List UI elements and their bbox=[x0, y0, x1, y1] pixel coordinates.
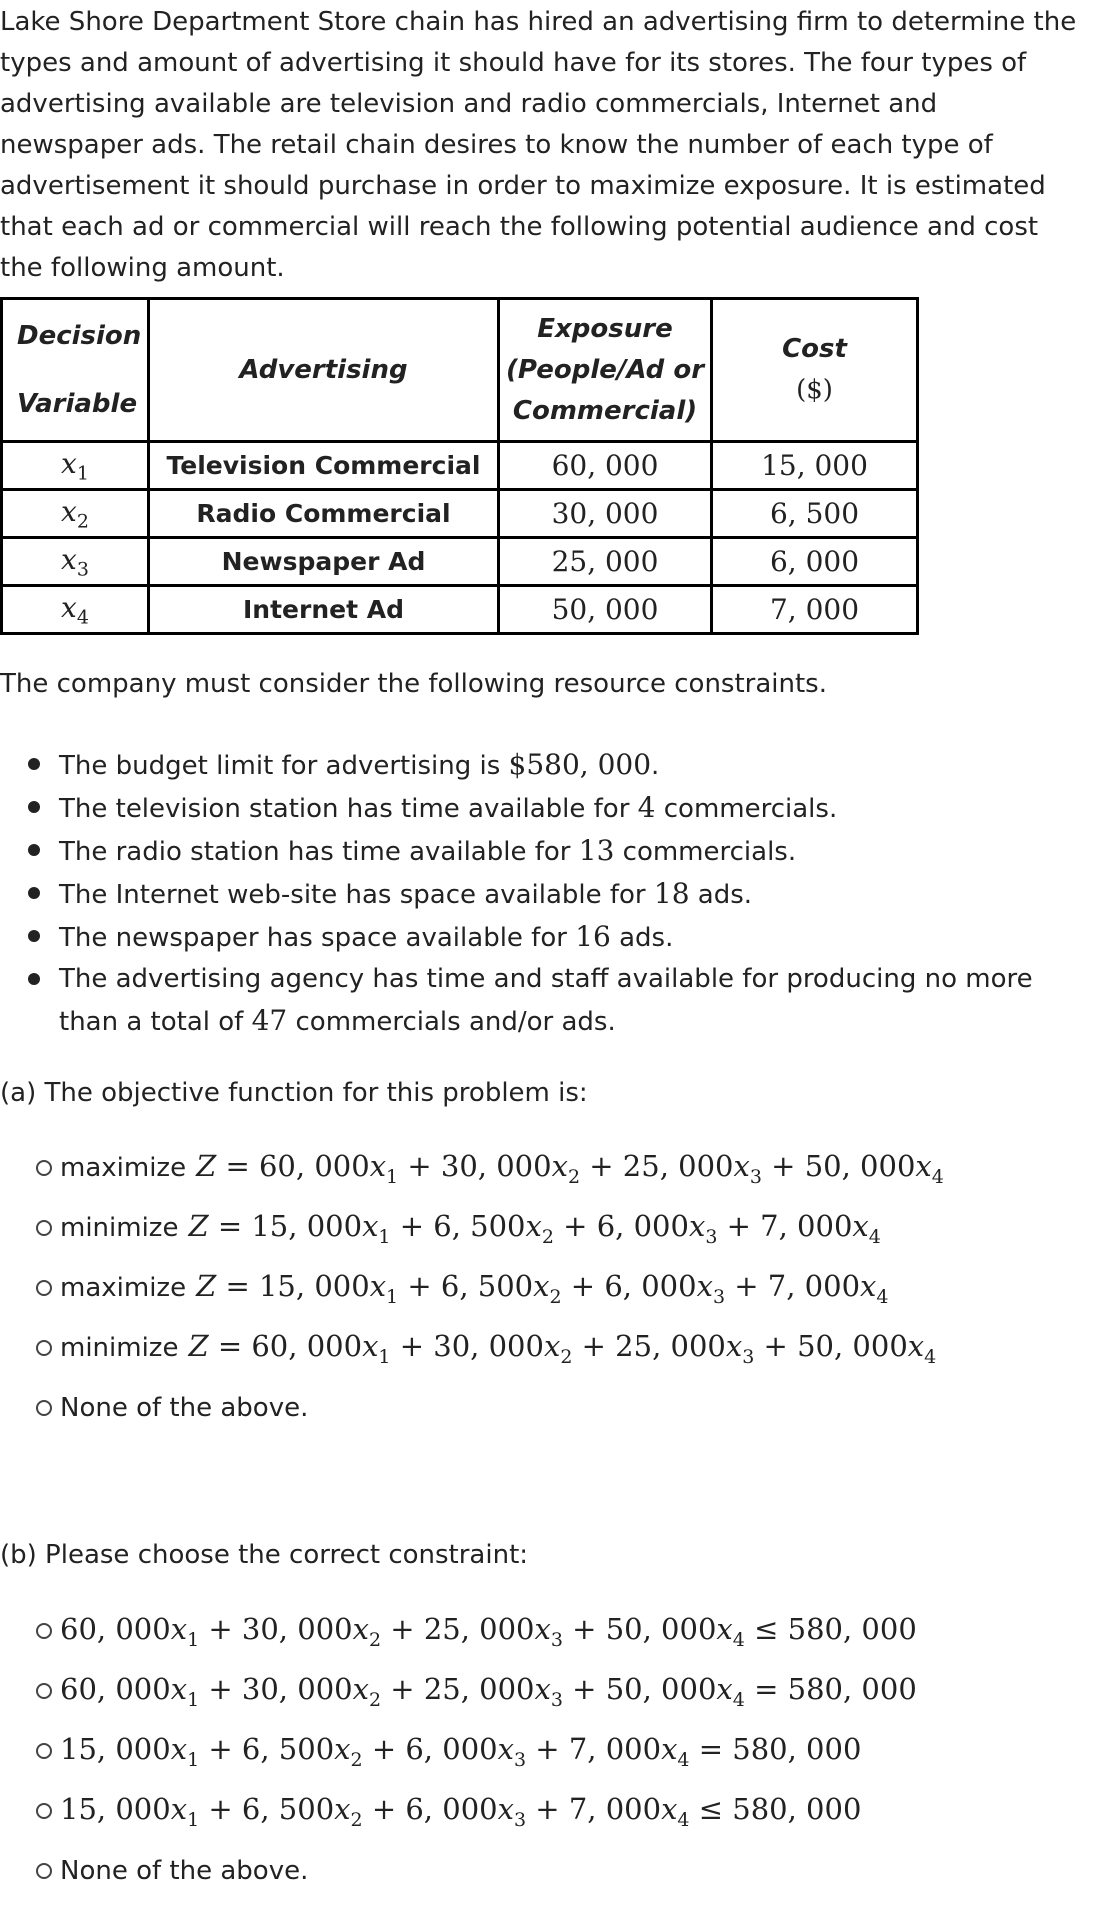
variable-letter: x bbox=[497, 1791, 514, 1826]
intro-paragraph: Lake Shore Department Store chain has hired an advertising firm to determine the types and amount of advertising it should have for its stores. The four types of advertising available are television and radio commercials, Internet and newspaper ads. The retail chain desires to know the number of each type of advertisement it should purchase in order to maximize exposure. It is estimated that each ad or commercial will reach the following potential audience and cost the following amount. bbox=[0, 7, 1077, 283]
variable-letter: x bbox=[170, 1671, 188, 1706]
variable-letter: x bbox=[860, 1268, 877, 1303]
cost-value: 6, 500 bbox=[712, 490, 918, 538]
coefficient: 50, 000 bbox=[804, 1148, 916, 1183]
header-decision-variable bbox=[2, 299, 149, 442]
objective-expression: Z = 60, $000x_1 + 30$, $000x_2 + 25$, $000x_3 + 50$, $000x_4$ bbox=[196, 1148, 944, 1188]
variable-letter: x bbox=[733, 1148, 750, 1183]
header-exposure-line2: (People/Ad or bbox=[505, 354, 705, 385]
coefficient: 60, 000 bbox=[251, 1328, 363, 1363]
option-a-none[interactable] bbox=[36, 1378, 944, 1438]
objective-direction: minimize bbox=[60, 1333, 179, 1363]
decision-variable bbox=[2, 490, 149, 538]
coefficient: 25, 000 bbox=[622, 1148, 734, 1183]
constraint-expression: 15, $000x_1 + 6$, $500x_2 + 6$, $000x_3 + 7$, $000x_4 \le 580$, 000 bbox=[60, 1791, 862, 1831]
radio-icon[interactable] bbox=[36, 1863, 52, 1879]
variable-subscript: 3 bbox=[76, 558, 89, 581]
variable-subscript: 2 bbox=[560, 1345, 573, 1368]
variable-letter: x bbox=[61, 542, 77, 576]
constraint-text-post: ads. bbox=[610, 923, 674, 953]
objective-lhs: Z bbox=[196, 1268, 217, 1303]
variable-letter: x bbox=[915, 1148, 932, 1183]
constraint-rhs: 580, 000 bbox=[787, 1611, 917, 1646]
variable-subscript: 1 bbox=[187, 1688, 200, 1711]
coefficient: 6, 000 bbox=[596, 1208, 689, 1243]
decision-variable bbox=[2, 442, 149, 490]
constraint-rhs: 580, 000 bbox=[787, 1671, 917, 1706]
constraint-expression: 60, $000x_1 + 30$, $000x_2 + 25$, $000x_3 + 50$, $000x_4 \le 580$, 000 bbox=[60, 1611, 917, 1651]
variable-subscript: 2 bbox=[350, 1748, 363, 1771]
table-header-row bbox=[2, 299, 918, 442]
variable-subscript: 1 bbox=[386, 1165, 399, 1188]
relation-symbol: = bbox=[754, 1671, 779, 1706]
option-a-1[interactable] bbox=[36, 1138, 944, 1198]
variable-letter: x bbox=[661, 1791, 678, 1826]
variable-letter: x bbox=[369, 1268, 387, 1303]
constraint-value: 47 bbox=[251, 1004, 288, 1037]
exposure-value: 50, 000 bbox=[499, 586, 712, 634]
constraint-text-pre: The budget limit for advertising is bbox=[59, 751, 509, 781]
header-exposure-line1: Exposure bbox=[537, 313, 673, 344]
objective-direction: maximize bbox=[60, 1273, 187, 1303]
coefficient: 7, 000 bbox=[760, 1208, 853, 1243]
advertising-table bbox=[0, 297, 919, 635]
variable-letter: x bbox=[352, 1671, 369, 1706]
variable-letter: x bbox=[533, 1268, 550, 1303]
advertising-type: Television Commercial bbox=[149, 442, 499, 490]
bullet-icon bbox=[28, 758, 40, 770]
variable-letter: x bbox=[525, 1208, 542, 1243]
none-label: None of the above. bbox=[60, 1856, 309, 1886]
coefficient: 6, 500 bbox=[440, 1268, 534, 1303]
relation-symbol: ≤ bbox=[754, 1611, 779, 1646]
variable-subscript: 1 bbox=[378, 1345, 391, 1368]
header-cost bbox=[712, 299, 918, 442]
variable-letter: x bbox=[696, 1268, 713, 1303]
objective-direction: maximize bbox=[60, 1153, 187, 1183]
variable-subscript: 2 bbox=[368, 1628, 382, 1651]
constraint-rhs: 580, 000 bbox=[732, 1731, 862, 1766]
variable-letter: x bbox=[716, 1611, 733, 1646]
decision-variable bbox=[2, 538, 149, 586]
radio-icon[interactable] bbox=[36, 1623, 52, 1639]
constraint-text-post: ads. bbox=[689, 880, 753, 910]
objective-lhs: Z bbox=[188, 1328, 209, 1363]
variable-subscript: 3 bbox=[705, 1225, 718, 1248]
coefficient: 30, 000 bbox=[440, 1148, 552, 1183]
coefficient: 60, 000 bbox=[60, 1671, 171, 1706]
variable-subscript: 1 bbox=[386, 1285, 399, 1308]
header-exposure bbox=[499, 299, 712, 442]
relation-symbol: ≤ bbox=[698, 1791, 724, 1826]
variable-letter: x bbox=[551, 1148, 568, 1183]
variable-subscript: 1 bbox=[187, 1628, 200, 1651]
radio-icon[interactable] bbox=[36, 1280, 52, 1296]
variable-letter: x bbox=[369, 1148, 387, 1183]
radio-icon[interactable] bbox=[36, 1340, 52, 1356]
variable-subscript: 2 bbox=[541, 1225, 554, 1248]
variable-subscript: 2 bbox=[76, 510, 89, 533]
objective-expression: Z = 15, $000x_1 + 6$, $500x_2 + 6$, $000x_3 + 7$, $000x_4$ bbox=[196, 1268, 889, 1308]
bullet-icon bbox=[28, 887, 40, 899]
radio-icon[interactable] bbox=[36, 1683, 52, 1699]
coefficient: 6, 000 bbox=[405, 1731, 498, 1766]
radio-icon[interactable] bbox=[36, 1400, 52, 1416]
variable-subscript: 3 bbox=[513, 1808, 527, 1831]
cost-value: 7, 000 bbox=[712, 586, 918, 634]
none-label: None of the above. bbox=[60, 1393, 309, 1423]
variable-letter: x bbox=[352, 1611, 369, 1646]
variable-subscript: 3 bbox=[742, 1345, 755, 1368]
variable-letter: x bbox=[716, 1671, 733, 1706]
radio-icon[interactable] bbox=[36, 1803, 52, 1819]
variable-letter: x bbox=[534, 1671, 551, 1706]
variable-letter: x bbox=[907, 1328, 925, 1363]
coefficient: 6, 500 bbox=[241, 1731, 335, 1766]
variable-letter: x bbox=[725, 1328, 743, 1363]
option-b-none[interactable] bbox=[36, 1841, 917, 1901]
header-cost-line2: ($) bbox=[796, 375, 833, 405]
header-advertising: Advertising bbox=[149, 299, 499, 442]
objective-expression: Z = 15, $000x_1 + 6$, $500x_2 + 6$, $000x_3 + 7$, $000x_4$ bbox=[188, 1208, 881, 1248]
variable-letter: x bbox=[334, 1731, 351, 1766]
variable-letter: x bbox=[362, 1328, 379, 1363]
constraint-expression: 15, $000x_1 + 6$, $500x_2 + 6$, $000x_3 + 7$, $000x_4 = 580$, 000 bbox=[60, 1731, 862, 1771]
constraint-item bbox=[26, 787, 1096, 830]
variable-letter: x bbox=[852, 1208, 869, 1243]
bullet-icon bbox=[28, 930, 40, 942]
coefficient: 15, 000 bbox=[251, 1208, 363, 1243]
coefficient: 15, 000 bbox=[258, 1268, 370, 1303]
options-b bbox=[36, 1601, 917, 1901]
constraint-item bbox=[26, 744, 1096, 787]
constraint-text-post: commercials and/or ads. bbox=[287, 1007, 616, 1037]
variable-letter: x bbox=[61, 446, 77, 480]
cost-value: 6, 000 bbox=[712, 538, 918, 586]
table-row bbox=[2, 586, 918, 634]
radio-icon[interactable] bbox=[36, 1160, 52, 1176]
advertising-type: Internet Ad bbox=[149, 586, 499, 634]
coefficient: 7, 000 bbox=[568, 1731, 662, 1766]
coefficient: 25, 000 bbox=[615, 1328, 726, 1363]
variable-subscript: 4 bbox=[76, 606, 89, 629]
objective-lhs: Z bbox=[188, 1208, 209, 1243]
constraint-item bbox=[26, 916, 1096, 959]
constraint-text-pre: The radio station has time available for bbox=[59, 837, 579, 867]
variable-letter: x bbox=[170, 1611, 188, 1646]
options-a bbox=[36, 1138, 944, 1438]
variable-subscript: 4 bbox=[868, 1225, 881, 1248]
variable-subscript: 1 bbox=[187, 1748, 200, 1771]
constraint-text-pre: The newspaper has space available for bbox=[59, 923, 576, 953]
variable-letter: x bbox=[170, 1791, 188, 1826]
coefficient: 6, 000 bbox=[405, 1791, 498, 1826]
variable-letter: x bbox=[661, 1731, 678, 1766]
objective-direction: minimize bbox=[60, 1213, 179, 1243]
coefficient: 60, 000 bbox=[60, 1611, 171, 1646]
variable-letter: x bbox=[543, 1328, 561, 1363]
table-row bbox=[2, 442, 918, 490]
variable-subscript: 1 bbox=[378, 1225, 391, 1248]
constraint-text-pre: The television station has time available for bbox=[59, 794, 638, 824]
exposure-value: 25, 000 bbox=[499, 538, 712, 586]
constraint-value: 18 bbox=[653, 877, 690, 910]
coefficient: 30, 000 bbox=[433, 1328, 544, 1363]
header-decision-line2: Variable bbox=[17, 389, 138, 419]
header-decision-line1: Decision bbox=[17, 321, 142, 351]
variable-letter: x bbox=[170, 1731, 188, 1766]
variable-subscript: 3 bbox=[550, 1688, 563, 1711]
objective-lhs: Z bbox=[196, 1148, 217, 1183]
coefficient: 7, 000 bbox=[767, 1268, 861, 1303]
bullet-icon bbox=[28, 844, 40, 856]
header-exposure-line3: Commercial) bbox=[512, 395, 698, 426]
coefficient: 25, 000 bbox=[423, 1671, 535, 1706]
coefficient: 50, 000 bbox=[797, 1328, 908, 1363]
constraint-text-post: commercials. bbox=[614, 837, 797, 867]
coefficient: 60, 000 bbox=[258, 1148, 370, 1183]
exposure-value: 30, 000 bbox=[499, 490, 712, 538]
coefficient: 15, 000 bbox=[60, 1791, 171, 1826]
variable-subscript: 4 bbox=[924, 1345, 937, 1368]
table-row bbox=[2, 490, 918, 538]
variable-letter: x bbox=[362, 1208, 379, 1243]
variable-letter: x bbox=[497, 1731, 514, 1766]
constraint-value: 16 bbox=[575, 920, 611, 953]
coefficient: 50, 000 bbox=[605, 1671, 717, 1706]
question-b: (b) Please choose the correct constraint: bbox=[0, 1540, 529, 1570]
coefficient: 25, 000 bbox=[423, 1611, 535, 1646]
variable-subscript: 3 bbox=[712, 1285, 726, 1308]
advertising-type: Newspaper Ad bbox=[149, 538, 499, 586]
constraint-text-post: commercials. bbox=[655, 794, 838, 824]
constraints-intro: The company must consider the following resource constraints. bbox=[0, 669, 827, 699]
exposure-value: 60, 000 bbox=[499, 442, 712, 490]
cost-value: 15, 000 bbox=[712, 442, 918, 490]
variable-letter: x bbox=[61, 494, 77, 528]
variable-subscript: 2 bbox=[549, 1285, 562, 1308]
constraint-text-pre: The Internet web-site has space available for bbox=[59, 880, 654, 910]
variable-subscript: 3 bbox=[749, 1165, 762, 1188]
coefficient: 6, 500 bbox=[241, 1791, 335, 1826]
radio-icon[interactable] bbox=[36, 1743, 52, 1759]
bullet-icon bbox=[28, 801, 40, 813]
coefficient: 7, 000 bbox=[568, 1791, 662, 1826]
constraint-item bbox=[26, 959, 1096, 1043]
variable-subscript: 3 bbox=[513, 1748, 527, 1771]
variable-subscript: 4 bbox=[732, 1688, 745, 1711]
objective-expression: Z = 60, $000x_1 + 30$, $000x_2 + 25$, $000x_3 + 50$, $000x_4$ bbox=[188, 1328, 937, 1368]
variable-subscript: 2 bbox=[350, 1808, 363, 1831]
constraint-item bbox=[26, 873, 1096, 916]
constraint-item bbox=[26, 830, 1096, 873]
coefficient: 30, 000 bbox=[241, 1611, 353, 1646]
variable-subscript: 4 bbox=[732, 1628, 745, 1651]
decision-variable bbox=[2, 586, 149, 634]
constraints-list bbox=[26, 744, 1096, 1043]
relation-symbol: = bbox=[698, 1731, 724, 1766]
variable-letter: x bbox=[688, 1208, 706, 1243]
variable-subscript: 4 bbox=[876, 1285, 889, 1308]
option-b-4[interactable] bbox=[36, 1781, 917, 1841]
constraint-value: 4 bbox=[637, 791, 656, 824]
variable-subscript: 2 bbox=[567, 1165, 581, 1188]
constraint-text-post: . bbox=[651, 751, 660, 781]
option-a-2[interactable] bbox=[36, 1198, 944, 1258]
variable-letter: x bbox=[61, 590, 77, 624]
coefficient: 15, 000 bbox=[60, 1731, 171, 1766]
variable-letter: x bbox=[334, 1791, 351, 1826]
coefficient: 6, 000 bbox=[604, 1268, 697, 1303]
table-row bbox=[2, 538, 918, 586]
constraint-text-pre: The advertising agency has time and staff available for producing no more than a total of bbox=[59, 964, 1033, 1037]
constraint-expression: 60, $000x_1 + 30$, $000x_2 + 25$, $000x_3 + 50$, $000x_4 = 580$, 000 bbox=[60, 1671, 917, 1711]
variable-subscript: 4 bbox=[677, 1748, 690, 1771]
option-b-2[interactable] bbox=[36, 1661, 917, 1721]
bullet-icon bbox=[28, 973, 40, 985]
variable-subscript: 3 bbox=[550, 1628, 563, 1651]
radio-icon[interactable] bbox=[36, 1220, 52, 1236]
option-a-3[interactable] bbox=[36, 1258, 944, 1318]
coefficient: 6, 500 bbox=[433, 1208, 526, 1243]
option-b-3[interactable] bbox=[36, 1721, 917, 1781]
question-a: (a) The objective function for this problem is: bbox=[0, 1078, 588, 1108]
variable-subscript: 1 bbox=[76, 462, 89, 485]
advertising-type: Radio Commercial bbox=[149, 490, 499, 538]
variable-subscript: 4 bbox=[677, 1808, 690, 1831]
variable-subscript: 1 bbox=[187, 1808, 200, 1831]
constraint-value: 13 bbox=[578, 834, 615, 867]
option-a-4[interactable] bbox=[36, 1318, 944, 1378]
variable-subscript: 2 bbox=[368, 1688, 382, 1711]
constraint-rhs: 580, 000 bbox=[732, 1791, 862, 1826]
variable-subscript: 4 bbox=[931, 1165, 944, 1188]
coefficient: 30, 000 bbox=[241, 1671, 353, 1706]
header-cost-line1: Cost bbox=[782, 334, 847, 364]
constraint-value: $580, 000 bbox=[508, 748, 652, 781]
option-b-1[interactable] bbox=[36, 1601, 917, 1661]
coefficient: 50, 000 bbox=[605, 1611, 717, 1646]
variable-letter: x bbox=[534, 1611, 551, 1646]
